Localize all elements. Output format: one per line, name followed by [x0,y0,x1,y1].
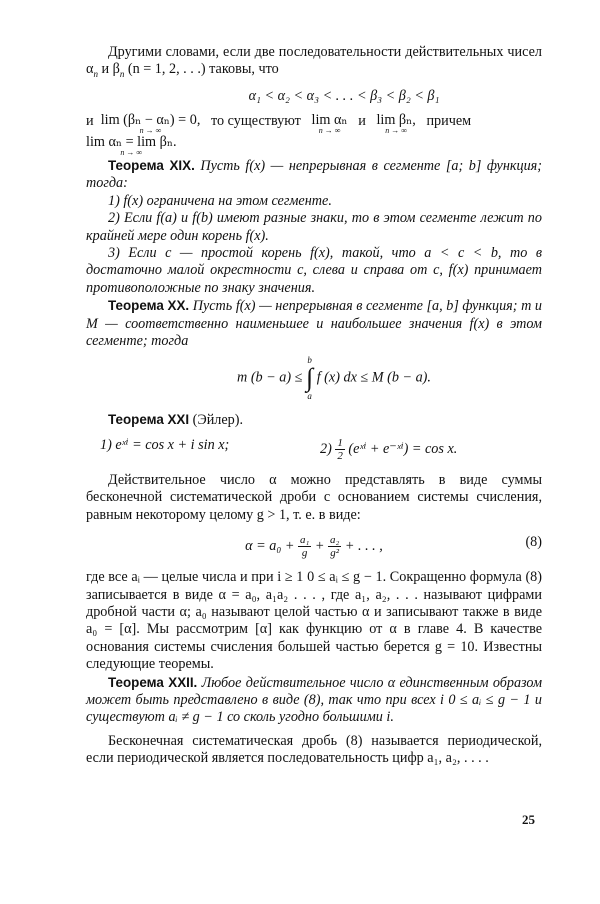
integral-sign: b ∫ a [306,354,314,401]
and-word-2: и [358,113,366,130]
frac1-denominator: g [301,547,308,560]
euler-formula-2-rest: (eˣⁱ + e⁻ˣⁱ) = cos x. [348,440,458,457]
plus-sign: + [314,537,325,554]
theorem-19-heading: Теорема XIX. [108,158,195,174]
theorem-21-heading: Теорема XXI [108,411,190,427]
intro-line-2-rest: (n = 1, 2, . . .) таковы, что [127,61,279,78]
lim-sub-3: n → ∞ [385,126,407,136]
euler-formulas [100,437,542,462]
euler-formula-1: 1) eˣⁱ = cos x + i sin x; [100,436,230,453]
limit-equality [86,135,177,157]
lim-sub-1: n → ∞ [139,126,162,136]
frac2-denominator: g² [330,547,340,560]
theorem-19-text: Пусть f(x) — непрерывная в сегменте [a; b] функция; тогда: [86,158,543,192]
intro-paragraph: Другими словами, если две последовательности действительных чисел $\alpha_n$ и $\beta_n$ (n = 1, 2, . . .) таковы, что [86,44,542,80]
frac1-numerator: a₁ [299,534,310,547]
lim-beta-text: lim βₙ, [376,112,416,129]
expansion-formula [86,534,542,559]
fraction-a2-g2 [328,534,341,559]
fraction-a1-g [298,534,311,559]
periodic-paragraph: Бесконечная систематическая дробь (8) называется периодической, если периодической является последовательность цифр a₁, a₂, . . . . [86,732,542,767]
theorem-22-heading: Теорема XXII. [108,674,198,690]
theorem-21 [86,411,542,429]
theorem-22-text: Любое действительное число α единственным образом может быть представлено в виде (8), так что при всех i 0 ≤ aᵢ ≤ g − 1 и существуют aᵢ ≠ g − 1 со сколь угодно большими i. [86,674,543,726]
half-numerator: 1 [337,436,343,449]
intro-line-2-tail: и β [101,61,120,78]
frac2-numerator: a₂ [329,534,340,547]
integral-formula [126,355,542,401]
integral-left: m (b − a) ≤ [237,368,303,385]
theorem-20-heading: Теорема XX. [108,298,190,314]
theorem-21-author: (Эйлер). [192,411,244,428]
expansion-formula-tail: + . . . , [344,537,383,554]
lim-sub-4: n → ∞ [120,148,143,158]
half-denominator: 2 [337,449,343,462]
and-word-1: и [86,113,94,130]
limit-difference [101,113,201,135]
sequence-chain-formula: α₁ < α₂ < α₃ < . . . < β₃ < β₂ < β₁ [248,87,440,104]
theorem-19-item-3: 3) Если c — простой корень f(x), такой, что a < c < b, то в достаточно малой окрестности c, слева и справа от c, f(x) принимает противоположные по знаку значения. [86,245,542,296]
lim-diff-text: lim (βₙ − αₙ) = 0, [100,112,201,129]
intro-line-1: Другими словами, если две последовательности действительных [108,44,504,60]
limit-beta [376,113,415,135]
fraction-half [335,437,345,462]
theorem-19-item-2: 2) Если f(a) и f(b) имеют разные знаки, то в этом сегменте лежит по крайней мере один корень f(x). [86,210,542,244]
euler-formula-2-prefix: 2) [320,440,332,457]
page-body [86,44,542,768]
lim-eq-text: lim αₙ = lim βₙ. [86,134,177,151]
theorem-19 [86,157,542,193]
euler-formula-2 [320,437,457,462]
theorem-22 [86,674,542,727]
expansion-formula-start: α = a₀ + [245,537,295,554]
integral-lower-limit: a [307,390,312,401]
integral-upper-limit: b [307,354,312,365]
intro-line-2: чисел α [86,44,542,78]
expansion-paragraph: Действительное число α можно представлять в виде суммы бесконечной систематической дроби с основанием системы счисления, равным некоторому целому g > 1, т. е. в виде: [86,471,542,523]
limits-paragraph [86,113,542,157]
limit-alpha [312,113,348,135]
lim-alpha-text: lim αₙ [311,112,348,129]
moreover-word: причем [426,113,472,130]
theorem-20 [86,297,542,350]
exist-text: то существуют [211,113,301,130]
equation-number: (8) [525,534,542,551]
page-number: 25 [522,812,535,827]
theorem-20-text: Пусть f(x) — непрерывная в сегменте [a, b] функция; m и M — соответственно наименьшее и наибольшее значения f(x) в этом сегменте; тогда [86,298,543,350]
integral-right: f (x) dx ≤ M (b − a). [316,368,431,385]
expansion-explanation: где все aᵢ — целые числа и при i ≥ 1 0 ≤ aᵢ ≤ g − 1. Сокращенно формула (8) записывается в виде α = a₀, a₁a₂ . . . , где a₁, a₂, . . . называют цифрами дробной части α; a₀ называют целой частью α и записывают также в виде a₀ = [α]. Мы рассмотрим [α] как функцию от α в главе 4. В качестве основания системы счисления большей частью берется g = 10. Известны следующие теоремы. [86,569,542,673]
lim-sub-2: n → ∞ [318,126,341,136]
theorem-19-item-1: 1) f(x) ограничена на этом сегменте. [108,192,332,209]
